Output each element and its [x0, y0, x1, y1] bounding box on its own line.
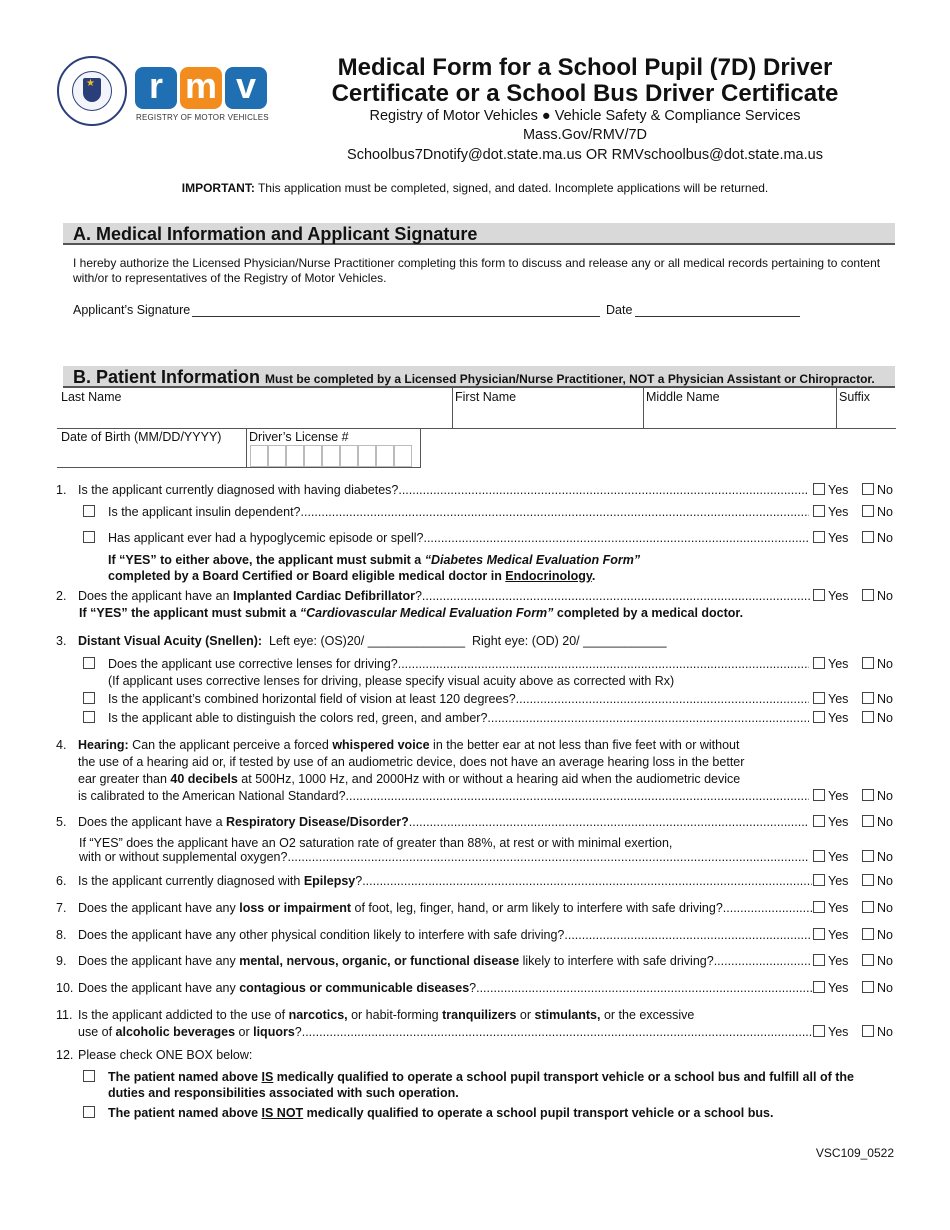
yes-label: Yes	[828, 483, 849, 497]
q5-yes-option[interactable]	[813, 815, 848, 829]
question-1b	[108, 530, 809, 546]
question-number: 5.	[56, 815, 67, 829]
question-11-line-1	[78, 1007, 694, 1023]
q6-yes-checkbox[interactable]	[813, 874, 825, 886]
q6-post: ?	[355, 874, 363, 888]
q10-bold: contagious or communicable diseases	[239, 981, 470, 995]
question-1a-text: Is the applicant insulin dependent?	[108, 505, 301, 519]
q10-post: ?	[469, 981, 477, 995]
question-3	[78, 633, 667, 649]
no-label: No	[877, 815, 893, 829]
license-digit-box[interactable]	[322, 445, 340, 467]
left-eye-field[interactable]: Left eye: (OS)20/ ______________	[269, 634, 466, 648]
q11-t3: or	[516, 1008, 535, 1022]
diabetes-instruction-2	[108, 568, 595, 584]
q5-no-checkbox[interactable]	[862, 815, 874, 827]
q11-b5: liquors	[253, 1025, 295, 1039]
logo-letter-m: m	[180, 67, 222, 109]
q4-no-checkbox[interactable]	[862, 789, 874, 801]
yes-label: Yes	[828, 1025, 849, 1039]
q11-no-option[interactable]	[862, 1024, 893, 1040]
question-number: 1.	[56, 483, 67, 497]
q1a-checkbox[interactable]	[83, 505, 95, 517]
q9-no-option[interactable]	[862, 953, 893, 969]
question-12-text: Please check ONE BOX below:	[78, 1048, 253, 1062]
question-number: 4.	[56, 738, 67, 752]
question-3c-answer	[813, 710, 893, 726]
q3a-no-checkbox[interactable]	[862, 657, 874, 669]
license-digit-box[interactable]	[286, 445, 304, 467]
question-4-line-4	[78, 788, 809, 804]
q12-opt2-a: The patient named above	[108, 1106, 262, 1120]
no-label: No	[877, 692, 893, 706]
qualified-checkbox[interactable]	[83, 1070, 95, 1082]
q1a-no-checkbox[interactable]	[862, 505, 874, 517]
last-name-label: Last Name	[61, 390, 122, 404]
section-b-note: Must be completed by a Licensed Physician/Nurse Practitioner, NOT a Physician Assistant or Chiropractor.	[265, 372, 875, 386]
q12-opt2-b: medically qualified to operate a school pupil transport vehicle or a school bus.	[303, 1106, 774, 1120]
q1-yes-option[interactable]	[813, 483, 848, 497]
q3a-yes-checkbox[interactable]	[813, 657, 825, 669]
q7-yes-checkbox[interactable]	[813, 901, 825, 913]
q3c-checkbox[interactable]	[83, 711, 95, 723]
question-4-answer	[813, 788, 893, 804]
question-1-text: Is the applicant currently diagnosed with having diabetes?	[78, 483, 399, 497]
no-label: No	[877, 789, 893, 803]
endocrinology-text: Endocrinology	[505, 569, 592, 583]
q12-opt1-b: medically qualified to operate a school pupil transport vehicle or a school bus and fulfill all of the	[273, 1070, 854, 1084]
q4-no-option[interactable]	[862, 788, 893, 804]
dob-label: Date of Birth (MM/DD/YYYY)	[61, 430, 222, 444]
q5-bold: Respiratory Disease/Disorder?	[226, 815, 409, 829]
cardio-instruction-end: completed by a medical doctor.	[553, 606, 744, 620]
no-label: No	[877, 874, 893, 888]
q3b-yes-option[interactable]	[813, 692, 848, 706]
question-11-text-2	[78, 1024, 302, 1040]
cardio-instruction-text: If “YES” the applicant must submit a	[79, 606, 300, 620]
q11-b1: narcotics,	[288, 1008, 348, 1022]
question-11-answer	[813, 1024, 893, 1040]
q3c-no-checkbox[interactable]	[862, 711, 874, 723]
q6-no-option[interactable]	[862, 873, 893, 889]
license-number-box[interactable]	[246, 428, 421, 468]
q11-t1: Is the applicant addicted to the use of	[78, 1008, 289, 1022]
q10-no-option[interactable]	[862, 980, 893, 996]
diabetes-instruction	[108, 552, 640, 568]
question-5a-line-1: If “YES” does the applicant have an O2 saturation rate of greater than 88%, at rest or with minimal exertion,	[79, 836, 673, 850]
cardio-form-name: “Cardiovascular Medical Evaluation Form”	[299, 606, 554, 620]
question-number: 7.	[56, 901, 67, 915]
q11-b2: tranquilizers	[442, 1008, 517, 1022]
q4-bold-2: whispered voice	[332, 738, 430, 752]
important-label: IMPORTANT:	[181, 181, 255, 195]
q1a-yes-option[interactable]	[813, 505, 848, 519]
no-label: No	[877, 954, 893, 968]
question-number: 10.	[56, 981, 74, 995]
q3b-yes-checkbox[interactable]	[813, 692, 825, 704]
question-5-answer	[813, 814, 893, 830]
q11-yes-checkbox[interactable]	[813, 1025, 825, 1037]
question-3c	[108, 710, 809, 726]
license-label: Driver’s License #	[249, 430, 349, 444]
q11-t4: or the excessive	[600, 1008, 695, 1022]
question-6-text	[78, 873, 362, 889]
q1b-yes-option[interactable]	[813, 531, 848, 545]
q9-bold: mental, nervous, organic, or functional disease	[239, 954, 520, 968]
q3a-checkbox[interactable]	[83, 657, 95, 669]
question-number: 11.	[56, 1008, 73, 1022]
hearing-label: Hearing:	[78, 738, 129, 752]
q3c-yes-option[interactable]	[813, 711, 848, 725]
yes-label: Yes	[828, 901, 849, 915]
q4-text-4: at 500Hz, 1000 Hz, and 2000Hz with or without a hearing aid when the audiometric device	[237, 772, 741, 786]
license-digit-box[interactable]	[304, 445, 322, 467]
q11-t7: ?	[294, 1025, 302, 1039]
applicant-signature-label: Applicant’s Signature	[73, 303, 191, 317]
q3b-no-checkbox[interactable]	[862, 692, 874, 704]
no-label: No	[877, 589, 893, 603]
q5a-yes-option[interactable]	[813, 850, 848, 864]
yes-label: Yes	[828, 657, 849, 671]
no-label: No	[877, 657, 893, 671]
no-label: No	[877, 531, 893, 545]
first-name-label: First Name	[455, 390, 517, 404]
q6-yes-option[interactable]	[813, 874, 848, 888]
q4-yes-option[interactable]	[813, 789, 848, 803]
question-8	[78, 927, 812, 943]
q12-opt1-a: The patient named above	[108, 1070, 262, 1084]
license-digit-box[interactable]	[340, 445, 358, 467]
q6-bold: Epilepsy	[303, 874, 356, 888]
section-b-title-text: B. Patient Information	[73, 367, 261, 387]
question-number: 8.	[56, 928, 67, 942]
question-10	[78, 980, 812, 996]
q4-yes-checkbox[interactable]	[813, 789, 825, 801]
yes-label: Yes	[828, 692, 849, 706]
question-6	[78, 873, 812, 889]
q12-opt2-isnot: IS NOT	[261, 1106, 304, 1120]
massachusetts-seal: ★	[57, 56, 127, 126]
no-label: No	[877, 850, 893, 864]
yes-label: Yes	[828, 711, 849, 725]
yes-label: Yes	[828, 505, 849, 519]
question-2-text	[78, 588, 422, 604]
qualified-option	[108, 1069, 854, 1085]
q2-pre: Does the applicant have an	[78, 589, 233, 603]
date-label: Date	[606, 303, 633, 317]
last-name-field[interactable]	[57, 400, 452, 426]
first-name-field[interactable]	[453, 405, 642, 427]
q11-t5: use of	[78, 1025, 116, 1039]
yes-label: Yes	[828, 874, 849, 888]
q1-yes-checkbox[interactable]	[813, 483, 825, 495]
question-5a-line-2	[79, 849, 809, 865]
q3c-no-option[interactable]	[862, 710, 893, 726]
not-qualified-checkbox[interactable]	[83, 1106, 95, 1118]
question-number: 2.	[56, 589, 67, 603]
license-digit-box[interactable]	[268, 445, 286, 467]
license-digit-box[interactable]	[394, 445, 412, 467]
question-7-answer	[813, 900, 893, 916]
license-digit-box[interactable]	[358, 445, 376, 467]
q11-b3: stimulants,	[534, 1008, 601, 1022]
right-eye-field[interactable]: Right eye: (OD) 20/ ____________	[471, 634, 667, 648]
question-3a-text: Does the applicant use corrective lenses for driving?	[108, 657, 398, 671]
question-3b-text: Is the applicant’s combined horizontal field of vision at least 120 degrees?	[108, 692, 516, 706]
question-number: 12.	[56, 1048, 74, 1062]
question-1b-text: Has applicant ever had a hypoglycemic episode or spell?	[108, 531, 424, 545]
section-a-title: A. Medical Information and Applicant Signature	[73, 224, 478, 244]
logo-tagline: REGISTRY OF MOTOR VEHICLES	[136, 113, 269, 122]
form-title	[300, 55, 870, 107]
diabetes-instruction-text: If “YES” to either above, the applicant must submit a	[108, 553, 425, 567]
yes-label: Yes	[828, 981, 849, 995]
website-line: Mass.Gov/RMV/7D	[522, 127, 648, 143]
q10-yes-option[interactable]	[813, 981, 848, 995]
qualified-option-line-2: duties and responsibilities associated with such operation.	[108, 1086, 459, 1100]
question-9	[78, 953, 812, 969]
license-digit-box[interactable]	[250, 445, 268, 467]
yes-label: Yes	[828, 789, 849, 803]
agency-line: Registry of Motor Vehicles ● Vehicle Safety & Compliance Services	[369, 108, 801, 124]
visual-acuity-label: Distant Visual Acuity (Snellen):	[78, 634, 263, 648]
q5a-yes-checkbox[interactable]	[813, 850, 825, 862]
q7-yes-option[interactable]	[813, 901, 848, 915]
question-7	[78, 900, 812, 916]
grid-divider	[57, 467, 246, 468]
authorization-paragraph: I hereby authorize the Licensed Physician/Nurse Practitioner completing this form to discuss and release any or all medical records pertaining to content with/or to representatives of the Registry of Motor Vehicles.	[73, 256, 881, 285]
q8-no-checkbox[interactable]	[862, 928, 874, 940]
q2-post: ?	[414, 589, 422, 603]
section-b-title	[63, 366, 895, 390]
middle-name-field[interactable]	[644, 405, 835, 427]
q7-pre: Does the applicant have any	[78, 901, 240, 915]
section-b-header	[63, 366, 895, 388]
no-label: No	[877, 981, 893, 995]
important-notice	[0, 181, 950, 195]
question-2-answer	[813, 588, 893, 604]
q4-text-3: ear greater than	[78, 772, 171, 786]
logo-letter-v: v	[225, 67, 267, 109]
question-1	[78, 482, 809, 498]
q4-text-5: is calibrated to the American National Standard?	[78, 789, 346, 803]
q2-yes-option[interactable]	[813, 589, 848, 603]
question-10-text	[78, 980, 476, 996]
logo-letter-r: r	[135, 67, 177, 109]
question-9-text	[78, 953, 714, 969]
q5a-no-checkbox[interactable]	[862, 850, 874, 862]
question-5a-answer	[813, 849, 893, 865]
question-number: 3.	[56, 634, 67, 648]
question-3a	[108, 656, 809, 672]
suffix-label: Suffix	[839, 390, 871, 404]
q6-no-checkbox[interactable]	[862, 874, 874, 886]
q1b-checkbox[interactable]	[83, 531, 95, 543]
yes-label: Yes	[828, 815, 849, 829]
question-number: 9.	[56, 954, 67, 968]
no-label: No	[877, 901, 893, 915]
not-qualified-option	[108, 1105, 773, 1121]
q11-no-checkbox[interactable]	[862, 1025, 874, 1037]
question-5	[78, 814, 809, 830]
question-5-text	[78, 814, 409, 830]
license-digit-box[interactable]	[376, 445, 394, 467]
applicant-signature-field[interactable]	[192, 316, 600, 317]
question-6-answer	[813, 873, 893, 889]
no-label: No	[877, 1025, 893, 1039]
q9-yes-checkbox[interactable]	[813, 954, 825, 966]
no-label: No	[877, 711, 893, 725]
q11-t6: or	[235, 1025, 254, 1039]
q7-no-option[interactable]	[862, 900, 893, 916]
corrective-lens-note: (If applicant uses corrective lenses for driving, please specify visual acuity above as corrected with Rx)	[108, 674, 675, 688]
section-a-header	[63, 223, 895, 245]
q1a-no-option[interactable]	[862, 504, 893, 520]
q3b-no-option[interactable]	[862, 691, 893, 707]
q1b-yes-checkbox[interactable]	[813, 531, 825, 543]
grid-divider	[57, 428, 896, 429]
question-1b-answer	[813, 530, 893, 546]
question-1a-answer	[813, 504, 893, 520]
question-1a	[108, 504, 809, 520]
question-4-line-3	[78, 771, 740, 787]
yes-label: Yes	[828, 531, 849, 545]
question-4-line-2: the use of a hearing aid or, if tested by use of an audiometric device, does not have an average hearing loss in the better	[78, 755, 745, 769]
question-3b-answer	[813, 691, 893, 707]
q2-no-option[interactable]	[862, 588, 893, 604]
q11-b4: alcoholic beverages	[115, 1025, 236, 1039]
q10-pre: Does the applicant have any	[78, 981, 240, 995]
middle-name-label: Middle Name	[646, 390, 720, 404]
cardio-instruction	[79, 605, 743, 621]
question-9-answer	[813, 953, 893, 969]
q4-text-2: in the better ear at not less than five feet with or without	[429, 738, 740, 752]
period-text: .	[591, 569, 596, 583]
q11-t2: or habit-forming	[347, 1008, 443, 1022]
q1a-yes-checkbox[interactable]	[813, 505, 825, 517]
q1-no-option[interactable]	[862, 482, 893, 498]
diabetes-instruction-text-2: completed by a Board Certified or Board eligible medical doctor in	[108, 569, 506, 583]
question-7-text	[78, 900, 723, 916]
q10-yes-checkbox[interactable]	[813, 981, 825, 993]
q4-bold-3: 40 decibels	[170, 772, 238, 786]
question-4-line-1	[78, 737, 739, 753]
form-id: VSC109_0522	[815, 1146, 894, 1160]
rmv-logo	[135, 67, 270, 109]
yes-label: Yes	[828, 850, 849, 864]
q1b-no-option[interactable]	[862, 530, 893, 546]
question-3c-text: Is the applicant able to distinguish the colors red, green, and amber?	[108, 711, 488, 725]
suffix-field[interactable]	[837, 405, 895, 427]
question-11-line-2	[78, 1024, 812, 1040]
question-3b	[108, 691, 809, 707]
q3b-checkbox[interactable]	[83, 692, 95, 704]
q7-bold: loss or impairment	[239, 901, 352, 915]
q8-yes-checkbox[interactable]	[813, 928, 825, 940]
q9-yes-option[interactable]	[813, 954, 848, 968]
q9-pre: Does the applicant have any	[78, 954, 240, 968]
q5-yes-checkbox[interactable]	[813, 815, 825, 827]
title-line-1: Medical Form for a School Pupil (7D) Driver	[337, 54, 833, 81]
q4-text-1: Can the applicant perceive a forced	[128, 738, 333, 752]
q2-yes-checkbox[interactable]	[813, 589, 825, 601]
yes-label: Yes	[828, 928, 849, 942]
question-2	[78, 588, 812, 604]
email-line: Schoolbus7Dnotify@dot.state.ma.us OR RMVschoolbus@dot.state.ma.us	[347, 147, 823, 163]
important-text: This application must be completed, signed, and dated. Incomplete applications will be returned.	[254, 181, 769, 195]
q1-no-checkbox[interactable]	[862, 483, 874, 495]
q7-post: of foot, leg, finger, hand, or arm likely to interfere with safe driving?	[351, 901, 723, 915]
no-label: No	[877, 483, 893, 497]
q5a-text: with or without supplemental oxygen?	[79, 850, 288, 864]
no-label: No	[877, 505, 893, 519]
question-3a-answer	[813, 656, 893, 672]
yes-label: Yes	[828, 589, 849, 603]
q8-yes-option[interactable]	[813, 928, 848, 942]
q1b-no-checkbox[interactable]	[862, 531, 874, 543]
q12-opt1-is: IS	[261, 1070, 274, 1084]
q6-pre: Is the applicant currently diagnosed with	[78, 874, 304, 888]
question-1-answer	[813, 482, 893, 498]
q5-no-option[interactable]	[862, 814, 893, 830]
no-label: No	[877, 928, 893, 942]
q2-bold: Implanted Cardiac Defibrillator	[232, 589, 415, 603]
q3c-yes-checkbox[interactable]	[813, 711, 825, 723]
q5a-no-option[interactable]	[862, 849, 893, 865]
title-line-2: Certificate or a School Bus Driver Certificate	[331, 80, 839, 107]
question-8-text: Does the applicant have any other physical condition likely to interfere with safe driving?	[78, 928, 565, 942]
signature-date-field[interactable]	[635, 316, 800, 317]
dob-field[interactable]	[57, 446, 245, 466]
question-8-answer	[813, 927, 893, 943]
q11-yes-option[interactable]	[813, 1025, 848, 1039]
yes-label: Yes	[828, 954, 849, 968]
q10-no-checkbox[interactable]	[862, 981, 874, 993]
q8-no-option[interactable]	[862, 927, 893, 943]
diabetes-form-name: “Diabetes Medical Evaluation Form”	[424, 553, 641, 567]
q7-no-checkbox[interactable]	[862, 901, 874, 913]
q3a-yes-option[interactable]	[813, 657, 848, 671]
question-number: 6.	[56, 874, 67, 888]
q2-no-checkbox[interactable]	[862, 589, 874, 601]
q5-pre: Does the applicant have a	[78, 815, 227, 829]
q9-post: likely to interfere with safe driving?	[519, 954, 714, 968]
q9-no-checkbox[interactable]	[862, 954, 874, 966]
question-10-answer	[813, 980, 893, 996]
q3a-no-option[interactable]	[862, 656, 893, 672]
